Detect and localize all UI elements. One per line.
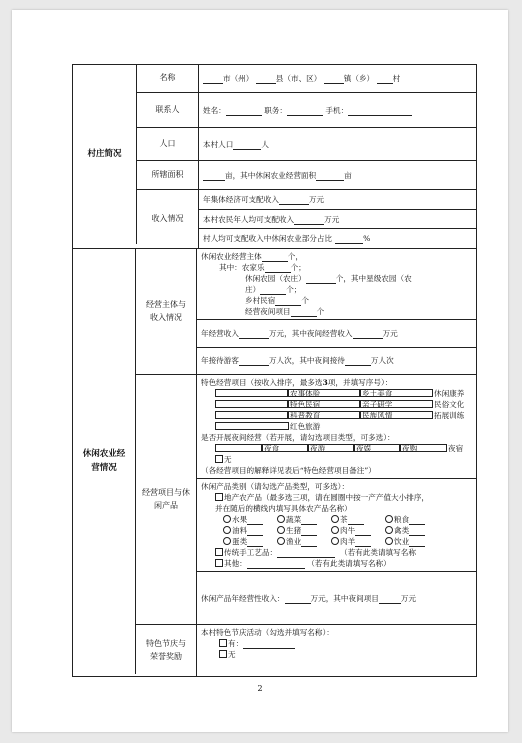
feature-item-0[interactable]	[215, 388, 321, 399]
product-revenue-blank[interactable]	[285, 594, 311, 604]
farm-product-rank-circle[interactable]	[385, 526, 393, 534]
village-blank[interactable]	[377, 74, 393, 84]
night-item-checkbox[interactable]	[353, 444, 401, 452]
festival-label: 特色节庆与荣誉奖励	[136, 625, 197, 676]
feature-item-7[interactable]	[287, 410, 393, 421]
homestay-blank[interactable]	[275, 296, 301, 306]
feature-item-label: 民俗文化	[434, 400, 465, 409]
festival-row: 特色节庆与荣誉奖励 本村特色节庆活动（勾选并填写名称）： 有： 无	[136, 624, 476, 676]
farmhouse-blank[interactable]	[265, 263, 291, 273]
farm-product-rank-circle[interactable]	[331, 515, 339, 523]
area-row: 所辖面积 亩，其中休闲农业经营面积 亩	[137, 160, 476, 189]
population-blank[interactable]	[233, 140, 261, 150]
farm-product-rank-circle[interactable]	[223, 537, 231, 545]
night-item-label: 夜宿	[448, 444, 464, 453]
product-night-blank[interactable]	[379, 594, 401, 604]
population-label: 人口	[137, 128, 199, 160]
document-page	[12, 10, 508, 732]
farm-product-blank[interactable]	[409, 526, 425, 536]
feature-item-label: 亲子研学	[362, 400, 393, 409]
income-row: 收入情况 年集体经济可支配收入 万元 本村农民年人均可支配收入 万元 村人均可支配收入中休闲农业部分占比 %	[137, 189, 476, 248]
town-blank[interactable]	[324, 74, 344, 84]
farm-product-label: 油料	[232, 526, 248, 535]
feature-item-8[interactable]	[359, 410, 465, 421]
feature-item-label: 拓展训练	[434, 411, 465, 420]
feature-item-checkbox[interactable]	[215, 389, 289, 397]
survey-table	[72, 64, 477, 677]
feature-item-1[interactable]	[287, 388, 393, 399]
feature-item-grid	[201, 388, 472, 432]
night-item-label: 夜娱	[356, 444, 372, 453]
leisure-section-label: 休闲农业经营情况	[73, 249, 136, 674]
village-section-label: 村庄简况	[73, 65, 137, 244]
farm-product-rank-circle[interactable]	[277, 526, 285, 534]
farm-product-label: 肉羊	[340, 537, 356, 546]
night-item-checkbox[interactable]	[261, 444, 309, 452]
farm-product-9[interactable]	[277, 536, 331, 547]
feature-item-checkbox[interactable]	[215, 400, 289, 408]
feature-item-checkbox[interactable]	[287, 411, 361, 419]
night-item-checkbox[interactable]	[307, 444, 355, 452]
farm-product-rank-circle[interactable]	[385, 515, 393, 523]
farm-product-rank-circle[interactable]	[331, 526, 339, 534]
night-item-checkbox[interactable]	[399, 444, 447, 452]
craft-blank[interactable]	[277, 548, 335, 558]
name-row: 名称 市（州） 县（市、区） 镇（乡） 村	[137, 65, 476, 92]
farm-product-3[interactable]	[385, 514, 439, 525]
area-blank[interactable]	[203, 171, 225, 181]
farm-product-blank[interactable]	[355, 537, 371, 547]
farm-product-rank-circle[interactable]	[277, 537, 285, 545]
feature-item-3[interactable]	[215, 399, 321, 410]
farm-product-grid	[201, 514, 472, 547]
feature-item-6[interactable]	[215, 410, 321, 421]
farm-product-4[interactable]	[223, 525, 277, 536]
income-label: 收入情况	[137, 190, 199, 248]
festival-name-blank[interactable]	[243, 639, 295, 649]
night-none-checkbox[interactable]	[215, 455, 223, 463]
feature-item-9[interactable]	[215, 421, 321, 432]
page-number: 2	[257, 684, 263, 693]
farm-product-blank[interactable]	[301, 537, 317, 547]
night-item-2[interactable]	[307, 443, 372, 454]
feature-item-label: 乡土美食	[362, 389, 393, 398]
farm-product-1[interactable]	[277, 514, 331, 525]
feature-item-checkbox[interactable]	[287, 389, 361, 397]
contact-name-blank[interactable]	[226, 106, 262, 116]
farm-product-0[interactable]	[223, 514, 277, 525]
farm-product-rank-circle[interactable]	[223, 515, 231, 523]
farm-product-7[interactable]	[385, 525, 439, 536]
festival-yes-checkbox[interactable]	[219, 639, 227, 647]
night-item-1[interactable]	[261, 443, 326, 454]
feature-item-label: 民族风情	[362, 411, 393, 420]
annual-visitors-blank[interactable]	[239, 356, 269, 366]
feature-item-checkbox[interactable]	[215, 411, 289, 419]
farm-product-10[interactable]	[331, 536, 385, 547]
night-revenue-blank[interactable]	[353, 329, 383, 339]
farm-product-label: 禽类	[394, 526, 410, 535]
farm-product-rank-circle[interactable]	[277, 515, 285, 523]
farm-product-blank[interactable]	[247, 515, 263, 525]
farm-product-label: 肉牛	[340, 526, 356, 535]
city-blank[interactable]	[203, 74, 223, 84]
feature-item-4[interactable]	[287, 399, 393, 410]
per-capita-income-blank[interactable]	[294, 215, 324, 225]
night-item-label: 夜食	[264, 444, 280, 453]
farm-product-label: 饮业	[394, 537, 410, 546]
night-item-list	[201, 443, 472, 454]
farm-product-label: 渔业	[286, 537, 302, 546]
farm-product-blank[interactable]	[348, 515, 364, 525]
farm-product-rank-circle[interactable]	[385, 537, 393, 545]
other-checkbox[interactable]	[215, 559, 223, 567]
farm-product-blank[interactable]	[301, 515, 317, 525]
collective-income-blank[interactable]	[279, 195, 309, 205]
county-blank[interactable]	[256, 74, 276, 84]
area-label: 所辖面积	[137, 161, 199, 189]
feature-item-2[interactable]	[359, 388, 465, 399]
farm-product-blank[interactable]	[355, 526, 371, 536]
night-item-3[interactable]	[353, 443, 418, 454]
leisure-area-blank[interactable]	[316, 171, 344, 181]
farm-product-blank[interactable]	[409, 537, 425, 547]
contact-row: 联系人 姓名： 职务： 手机：	[137, 92, 476, 127]
entity-label: 经营主体与收入情况	[136, 249, 197, 374]
local-product-checkbox[interactable]	[215, 493, 223, 501]
night-item-label: 夜购	[402, 444, 418, 453]
annual-revenue-blank[interactable]	[239, 329, 269, 339]
contact-label: 联系人	[137, 93, 199, 127]
farm-product-8[interactable]	[223, 536, 277, 547]
contact-phone-blank[interactable]	[348, 106, 412, 116]
farm-product-11[interactable]	[385, 536, 439, 547]
farm-product-rank-circle[interactable]	[223, 526, 231, 534]
feature-item-5[interactable]	[359, 399, 465, 410]
night-item-label: 夜游	[310, 444, 326, 453]
farm-product-blank[interactable]	[247, 537, 263, 547]
other-blank[interactable]	[247, 559, 305, 569]
population-row: 人口 本村人口 人	[137, 127, 476, 160]
feature-item-checkbox[interactable]	[215, 422, 289, 430]
farm-product-label: 蛋类	[232, 537, 248, 546]
leisure-park-blank[interactable]	[306, 274, 336, 284]
entity-row: 经营主体与收入情况 休闲农业经营主体 个， 其中：农家乐 个； 休闲农园（农庄） 个，其中星级农园（农 庄） 个； 乡村民宿 个 经营夜间项目 个 年经营收入 万元，其中夜间经营收入 万元 年接待游客 万人次，其中夜间接待 万人次	[136, 249, 476, 374]
leisure-section	[73, 248, 476, 676]
feature-item-label: 农事体验	[290, 389, 321, 398]
star-park-blank[interactable]	[260, 285, 286, 295]
feature-item-label: 特色民宿	[290, 400, 321, 409]
feature-item-label: 红色旅游	[290, 422, 321, 431]
leisure-share-blank[interactable]	[335, 234, 363, 244]
farm-product-label: 粮食	[394, 515, 410, 524]
village-section	[73, 65, 476, 248]
night-item-4[interactable]	[399, 443, 464, 454]
feature-item-checkbox[interactable]	[359, 411, 433, 419]
farm-product-blank[interactable]	[301, 526, 317, 536]
feature-item-label: 休闲康养	[434, 389, 465, 398]
contact-title-blank[interactable]	[287, 106, 323, 116]
farm-product-blank[interactable]	[409, 515, 425, 525]
farm-product-label: 茶	[340, 515, 348, 524]
festival-no-checkbox[interactable]	[219, 650, 227, 658]
farm-product-label: 生猪	[286, 526, 302, 535]
night-item-checkbox[interactable]	[215, 444, 263, 452]
name-label: 名称	[137, 65, 199, 92]
project-label: 经营项目与休闲产品	[136, 375, 197, 624]
feature-item-label: 科普教育	[290, 411, 321, 420]
feature-item-checkbox[interactable]	[359, 400, 433, 408]
project-row: 经营项目与休闲产品 特色经营项目（按收入排序，最多选3项，并填写序号）： 农事体验 乡土美食 休闲康养 特色民宿 亲子研学 民俗文化 科普教育 民族风情 拓展训练 红色旅游 是否开展夜间经营（若开展，请勾选项目类型，可多选）： 夜食 夜游 夜娱 夜购 夜宿 无 （各经营项目的解释详见表后“特色经营项目备注”） 休闲产品类别（请勾选产品类型，可多选）： 地产农产品（最多选三项，请在圆圈中按一产产值大小排序， 并在随后的横线内填写具体农产品名称） 水果 蔬菜 茶 粮食 油料 生猪 肉牛 禽类 蛋类 渔业 肉羊 饮业 传统手工艺品： （若有此类请填写名称 其他： （若有此类请填写名称） 休闲产品年经营性收入： 万元，其中夜间项目 万元	[136, 374, 476, 624]
farm-product-label: 蔬菜	[286, 515, 302, 524]
night-item-0[interactable]	[215, 443, 280, 454]
night-project-blank[interactable]	[291, 307, 317, 317]
farm-product-2[interactable]	[331, 514, 385, 525]
night-visitors-blank[interactable]	[345, 356, 371, 366]
farm-product-label: 水果	[232, 515, 248, 524]
feature-item-checkbox[interactable]	[359, 389, 433, 397]
farm-product-blank[interactable]	[247, 526, 263, 536]
farm-product-5[interactable]	[277, 525, 331, 536]
farm-product-rank-circle[interactable]	[331, 537, 339, 545]
farm-product-6[interactable]	[331, 525, 385, 536]
entity-count-blank[interactable]	[262, 252, 288, 262]
craft-checkbox[interactable]	[215, 548, 223, 556]
feature-item-checkbox[interactable]	[287, 400, 361, 408]
